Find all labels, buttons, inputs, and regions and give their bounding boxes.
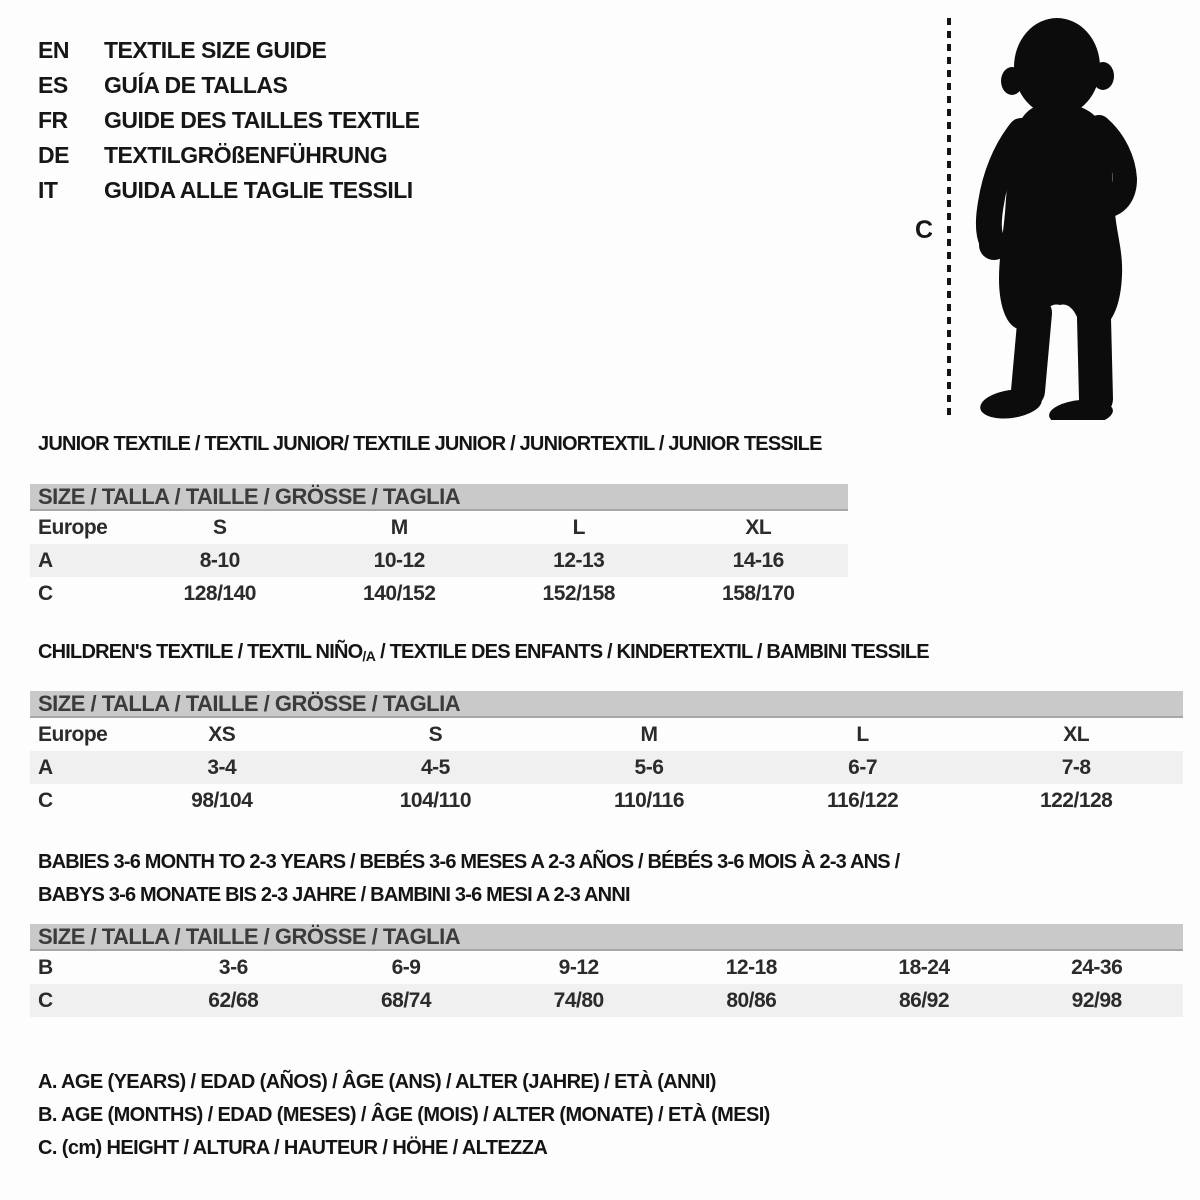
size-row: [30, 751, 1183, 784]
size-value: 158/170: [722, 581, 795, 605]
lang-code: ES: [38, 72, 68, 98]
size-header-bar: SIZE / TALLA / TAILLE / GRÖSSE / TAGLIA: [30, 691, 1183, 718]
height-measure-label: C: [915, 216, 933, 244]
size-column-label: M: [640, 722, 658, 746]
size-value: 12-13: [553, 548, 605, 572]
table-rows: [30, 951, 1183, 1017]
size-column-label: S: [428, 722, 443, 746]
size-value: 24-36: [1071, 955, 1123, 979]
guide-title: GUIDA ALLE TAGLIE TESSILI: [104, 177, 413, 203]
size-header-bar: SIZE / TALLA / TAILLE / GRÖSSE / TAGLIA: [30, 924, 1183, 951]
babies-section-heading: [38, 846, 899, 912]
region-label: Europe: [38, 515, 108, 539]
row-label: C: [38, 788, 53, 812]
lang-code: EN: [38, 37, 69, 63]
footnote-b: B. AGE (MONTHS) / EDAD (MESES) / ÂGE (MOIS) / ALTER (MONATE) / ETÀ (MESI): [38, 1104, 770, 1126]
guide-title: GUIDE DES TAILLES TEXTILE: [104, 107, 420, 133]
lang-code: FR: [38, 107, 68, 133]
size-value: 74/80: [553, 988, 604, 1012]
size-value: 128/140: [183, 581, 256, 605]
region-label: Europe: [38, 722, 108, 746]
size-value: 62/68: [208, 988, 259, 1012]
lang-row-es: [38, 68, 420, 103]
size-value: 86/92: [898, 988, 950, 1012]
children-heading-subscript: /A: [362, 648, 376, 664]
children-section-heading: [38, 641, 929, 664]
size-value: 4-5: [420, 755, 450, 779]
size-value: 18-24: [898, 955, 950, 979]
size-value: 8-10: [199, 548, 240, 572]
size-value: 140/152: [363, 581, 436, 605]
lang-code: DE: [38, 142, 69, 168]
size-header-bar: SIZE / TALLA / TAILLE / GRÖSSE / TAGLIA: [30, 484, 848, 511]
guide-title: TEXTILE SIZE GUIDE: [104, 37, 327, 63]
size-column-label: XL: [1063, 722, 1090, 746]
children-size-table: [30, 691, 1183, 817]
size-value: 104/110: [399, 788, 472, 812]
language-title-list: [38, 33, 420, 208]
size-value: 9-12: [558, 955, 599, 979]
size-row: [30, 951, 1183, 984]
guide-title: GUÍA DE TALLAS: [104, 72, 288, 98]
lang-code: IT: [38, 177, 58, 203]
table-rows: [30, 718, 1183, 817]
size-value: 122/128: [1039, 788, 1113, 812]
size-value: 92/98: [1071, 988, 1122, 1012]
size-row: [30, 544, 848, 577]
size-value: 110/116: [613, 788, 685, 812]
babies-size-table: [30, 924, 1183, 1017]
size-value: 116/122: [826, 788, 899, 812]
size-columns-row: [30, 718, 1183, 751]
size-value: 80/86: [726, 988, 777, 1012]
size-value: 10-12: [373, 548, 425, 572]
guide-title: TEXTILGRÖßENFÜHRUNG: [104, 142, 388, 168]
height-measure-dashed-line: [947, 18, 951, 415]
size-row: [30, 984, 1183, 1017]
lang-row-de: [38, 138, 420, 173]
size-value: 7-8: [1061, 755, 1091, 779]
size-value: 5-6: [634, 755, 664, 779]
babies-heading-line2: BABYS 3-6 MONATE BIS 2-3 JAHRE / BAMBINI 3-6 MESI A 2-3 ANNI: [38, 884, 630, 906]
row-label: A: [38, 548, 53, 572]
table-rows: [30, 511, 848, 610]
size-value: 3-4: [207, 755, 237, 779]
size-value: 68/74: [380, 988, 432, 1012]
size-value: 6-7: [848, 755, 877, 779]
size-column-label: S: [212, 515, 227, 539]
size-value: 3-6: [218, 955, 248, 979]
junior-section-heading: JUNIOR TEXTILE / TEXTIL JUNIOR/ TEXTILE JUNIOR / JUNIORTEXTIL / JUNIOR TESSILE: [38, 433, 822, 455]
children-heading-text: / TEXTILE DES ENFANTS / KINDERTEXTIL / BAMBINI TESSILE: [375, 641, 929, 663]
lang-row-fr: [38, 103, 420, 138]
size-value: 152/158: [542, 581, 615, 605]
size-column-label: L: [572, 515, 585, 539]
size-column-label: L: [856, 722, 869, 746]
lang-row-it: [38, 173, 420, 208]
size-columns-row: [30, 511, 848, 544]
size-column-label: XL: [745, 515, 772, 539]
toddler-silhouette-icon: [955, 13, 1145, 420]
row-label: A: [38, 755, 53, 779]
size-row: [30, 577, 848, 610]
footnote-legend: [38, 1066, 770, 1165]
babies-heading-line1: BABIES 3-6 MONTH TO 2-3 YEARS / BEBÉS 3-6 MESES A 2-3 AÑOS / BÉBÉS 3-6 MOIS À 2-3 ANS /: [38, 851, 900, 873]
footnote-a: A. AGE (YEARS) / EDAD (AÑOS) / ÂGE (ANS) / ALTER (JAHRE) / ETÀ (ANNI): [38, 1071, 716, 1093]
size-column-label: M: [390, 515, 408, 539]
row-label: C: [38, 988, 53, 1012]
size-value: 6-9: [391, 955, 421, 979]
row-label: C: [38, 581, 53, 605]
lang-row-en: [38, 33, 420, 68]
size-column-label: XS: [208, 722, 236, 746]
junior-size-table: [30, 484, 848, 610]
children-heading-text: CHILDREN'S TEXTILE / TEXTIL NIÑO: [38, 641, 363, 663]
size-row: [30, 784, 1183, 817]
size-value: 14-16: [732, 548, 784, 572]
row-label: B: [38, 955, 53, 979]
size-value: 98/104: [191, 788, 253, 812]
footnote-c: C. (cm) HEIGHT / ALTURA / HAUTEUR / HÖHE / ALTEZZA: [38, 1137, 548, 1159]
size-value: 12-18: [725, 955, 777, 979]
